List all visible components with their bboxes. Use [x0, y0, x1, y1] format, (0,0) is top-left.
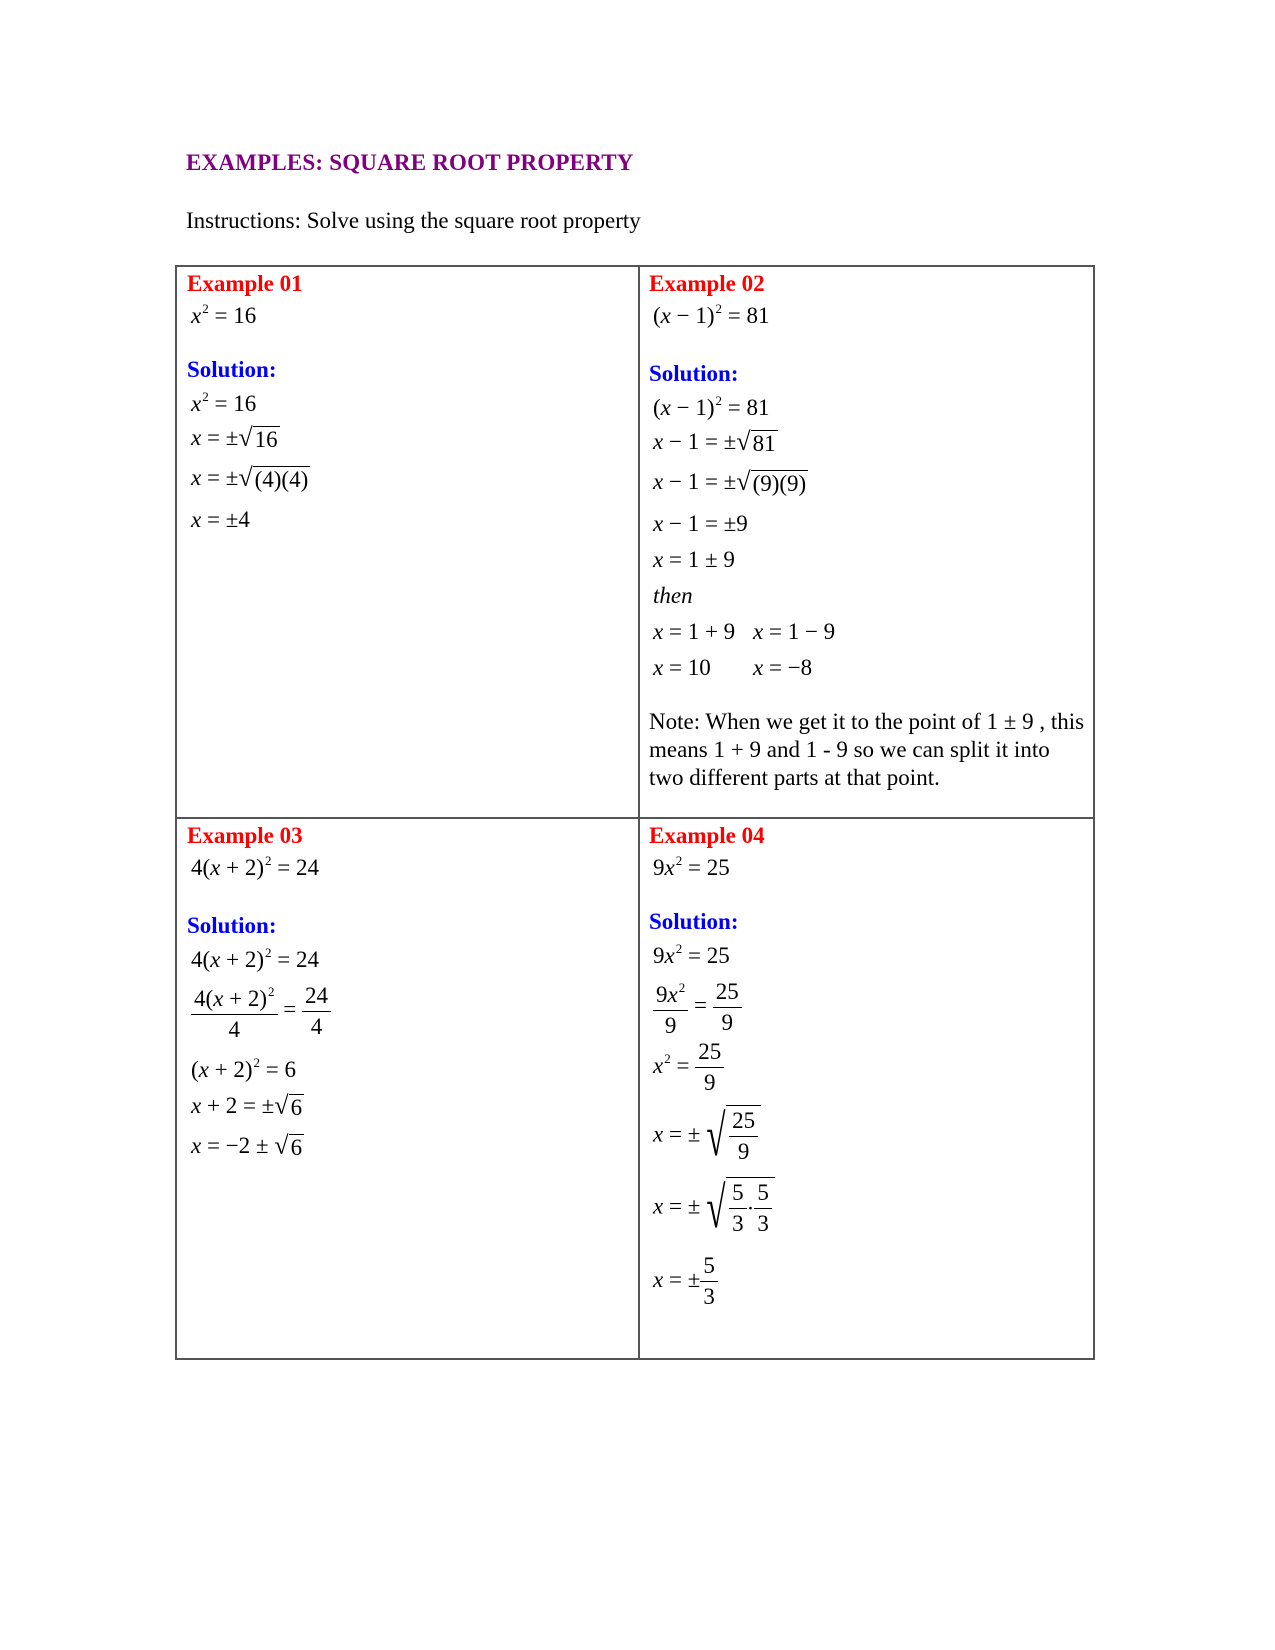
column-divider — [638, 267, 640, 1358]
example-03-problem: $4(x + 2)^2 = 24$ — [191, 853, 320, 880]
example-04-step-6: x = ± $\frac{5}{3}$ — [653, 1251, 718, 1312]
example-04-problem: $9x^2 = 25$ — [653, 853, 730, 880]
example-03-step-1: $4(x + 2)^2 = 24$ — [191, 945, 320, 972]
example-01-step-1: $x^2 = 16$ — [191, 389, 257, 416]
example-02-step-7: x = 10 — [653, 655, 711, 680]
example-04-step-5: x = ± √ $\frac{5}{3}$ · $\frac{5}{3}$ — [653, 1177, 775, 1239]
example-02-step-4: x − 1 = ±9 — [653, 511, 748, 536]
example-02-step-6: x = 1 + 9 — [653, 619, 736, 644]
example-03-step-2: $\frac{4(x + 2)^2}{4}$ = $\frac{24}{4}$ — [191, 977, 331, 1045]
example-02-title: Example 02 — [649, 271, 765, 296]
example-04-step-3: $x^2$ = $\frac{25}{9}$ — [653, 1037, 724, 1098]
example-02-solution-label: Solution: — [649, 361, 739, 386]
example-03-solution-label: Solution: — [187, 913, 277, 938]
example-03-step-5: x = −2 ± √ 6 — [191, 1131, 303, 1161]
example-02-note: Note: When we get it to the point of 1 ± 9 , this means 1 + 9 and 1 - 9 so we can split it into two different parts at that point. — [649, 709, 1085, 790]
example-01-solution-label: Solution: — [187, 357, 277, 382]
example-04-step-4: x = ± √ $\frac{25}{9}$ — [653, 1105, 761, 1167]
example-02-step-7b: x = −8 — [753, 655, 813, 680]
example-02-step-1: $(x - 1)^2 = 81$ — [653, 393, 770, 420]
example-01-title: Example 01 — [187, 271, 303, 296]
example-01-step-3: x = ± √ (4)(4) — [191, 463, 309, 493]
example-01-step-2: x = ± √ 16 — [191, 423, 278, 453]
example-04-step-1: $9x^2 = 25$ — [653, 941, 730, 968]
instructions-text: Instructions: Solve using the square root property — [186, 208, 641, 233]
row-divider — [177, 817, 1093, 819]
example-02-step-3: x − 1 = ± √ (9)(9) — [653, 467, 807, 497]
example-01-step-4: x = ±4 — [191, 507, 250, 532]
example-01-problem: $x^2 = 16$ — [191, 301, 257, 328]
example-03-step-4: x + 2 = ± √ 6 — [191, 1091, 303, 1121]
example-02-step-2: x − 1 = ± √ 81 — [653, 427, 776, 457]
example-02-step-6b: x = 1 − 9 — [753, 619, 836, 644]
example-04-solution-label: Solution: — [649, 909, 739, 934]
example-04-step-2: $\frac{9x^2}{9}$ = $\frac{25}{9}$ — [653, 973, 742, 1041]
examples-table — [175, 265, 1095, 1360]
example-03-title: Example 03 — [187, 823, 303, 848]
example-03-step-3: $(x + 2)^2 = 6$ — [191, 1055, 297, 1082]
example-02-problem: $(x - 1)^2 = 81$ — [653, 301, 770, 328]
example-04-title: Example 04 — [649, 823, 765, 848]
example-02-then: then — [653, 583, 693, 608]
page-title: EXAMPLES: SQUARE ROOT PROPERTY — [186, 150, 634, 175]
example-02-step-5: x = 1 ± 9 — [653, 547, 735, 572]
